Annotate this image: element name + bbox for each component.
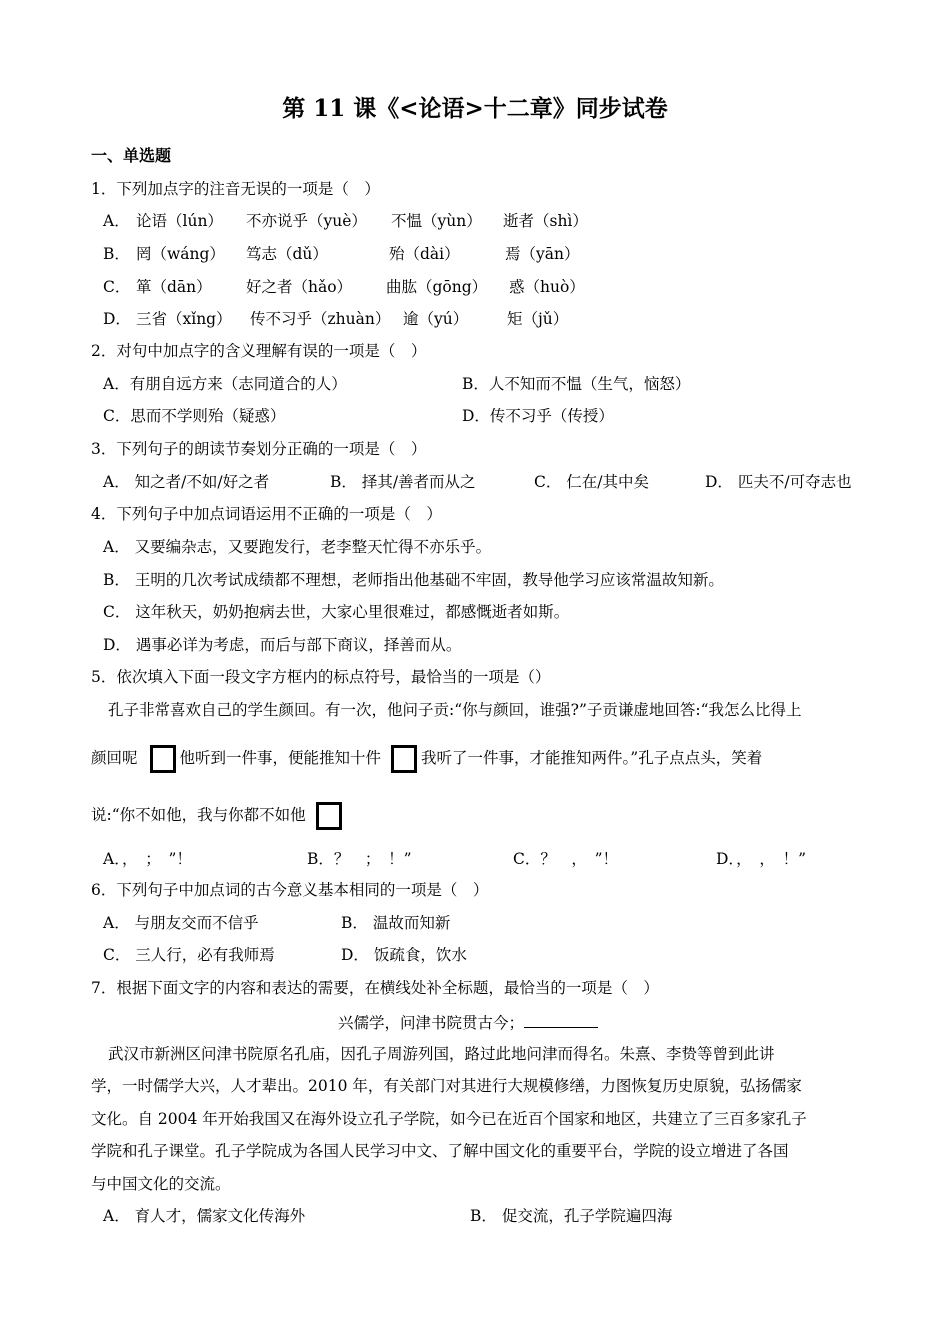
q7-passage-line: 学，一时儒学大兴，人才辈出。2010 年，有关部门对其进行大规模修缮，力图恢复历史原貌，弘扬儒家 xyxy=(91,1077,802,1095)
q1-option-c-item: 好之者（hǎo） xyxy=(246,278,353,296)
question-1-stem: 1．下列加点字的注音无误的一项是（ ） xyxy=(91,180,380,198)
q1-option-a-item: 论语（lún） xyxy=(136,212,223,230)
q4-option-a[interactable]: A． 又要编杂志，又要跑发行，老李整天忙得不亦乐乎。 xyxy=(103,538,492,556)
q1-option-c-item: 惑（huò） xyxy=(509,278,585,296)
q6-option-d[interactable]: D． 饭疏食，饮水 xyxy=(341,946,467,964)
page-title: 第 11 课《<论语>十二章》同步试卷 xyxy=(282,95,668,122)
q5-option-d[interactable]: D．， ， ！” xyxy=(716,850,807,868)
q5-passage-text: 说:“你不如他，我与你都不如他 xyxy=(91,806,306,824)
q4-option-d[interactable]: D． 遇事必详为考虑，而后与部下商议，择善而从。 xyxy=(103,636,462,654)
q1-option-c-label[interactable]: C． xyxy=(103,278,131,296)
q2-option-c[interactable]: C．思而不学则殆（疑惑） xyxy=(103,407,286,425)
question-6-stem: 6．下列句子中加点词的古今意义基本相同的一项是（ ） xyxy=(91,881,489,899)
q5-passage-line xyxy=(91,745,762,773)
punctuation-box xyxy=(391,745,417,773)
question-3-stem: 3．下列句子的朗读节奏划分正确的一项是（ ） xyxy=(91,440,427,458)
question-4-stem: 4．下列句子中加点词语运用不正确的一项是（ ） xyxy=(91,505,442,523)
q7-headline-text: 兴儒学，问津书院贯古今； xyxy=(338,1014,525,1032)
q5-passage-text: 颜回呢 xyxy=(91,749,138,767)
section-heading: 一、单选题 xyxy=(91,146,172,165)
q3-option-b[interactable]: B． 择其/善者而从之 xyxy=(330,473,476,491)
q3-option-a[interactable]: A． 知之者/不如/好之者 xyxy=(103,473,270,491)
q5-passage-line: 孔子非常喜欢自己的学生颜回。有一次，他问子贡:“你与颜回，谁强?”子贡谦虚地回答:“我怎么比得上 xyxy=(108,701,802,719)
q1-option-a-item: 逝者（shì） xyxy=(503,212,588,230)
q4-option-c[interactable]: C． 这年秋天，奶奶抱病去世，大家心里很难过，都感慨逝者如斯。 xyxy=(103,603,570,621)
q1-option-d-item: 三省（xǐng） xyxy=(136,310,232,328)
q7-option-b[interactable]: B． 促交流，孔子学院遍四海 xyxy=(470,1207,673,1225)
q1-option-a-label[interactable]: A． xyxy=(103,212,130,230)
q1-option-b-item: 罔（wáng） xyxy=(136,245,225,263)
q1-option-b-label[interactable]: B． xyxy=(103,245,130,263)
q5-option-b[interactable]: B．？ ； ！” xyxy=(307,850,412,868)
q3-option-d[interactable]: D． 匹夫不/可夺志也 xyxy=(705,473,852,491)
q7-passage-line: 文化。自 2004 年开始我国又在海外设立孔子学院，如今已在近百个国家和地区，共建立了三百多家孔子 xyxy=(91,1110,807,1128)
q1-option-a-item: 不亦说乎（yuè） xyxy=(246,212,367,230)
q1-option-b-item: 焉（yān） xyxy=(505,245,580,263)
q6-option-b[interactable]: B． 温故而知新 xyxy=(341,914,451,932)
q1-option-d-label[interactable]: D． xyxy=(103,310,131,328)
q1-option-c-item: 箪（dān） xyxy=(136,278,212,296)
q5-passage-line xyxy=(91,802,346,830)
q3-option-c[interactable]: C． 仁在/其中矣 xyxy=(534,473,650,491)
q7-passage-line: 学院和孔子课堂。孔子学院成为各国人民学习中文、了解中国文化的重要平台，学院的设立增进了各国 xyxy=(91,1142,789,1160)
q1-option-b-item: 笃志（dǔ） xyxy=(246,245,328,263)
q2-option-d[interactable]: D．传不习乎（传授） xyxy=(462,407,614,425)
punctuation-box xyxy=(316,802,342,830)
punctuation-box xyxy=(150,745,176,773)
q1-option-d-item: 传不习乎（zhuàn） xyxy=(250,310,391,328)
q7-passage-line: 武汉市新洲区问津书院原名孔庙，因孔子周游列国，路过此地问津而得名。朱熹、李贽等曾到此讲 xyxy=(108,1045,775,1063)
q5-option-a[interactable]: A．， ； ”！ xyxy=(103,850,192,868)
q6-option-a[interactable]: A． 与朋友交而不信乎 xyxy=(103,914,259,932)
fill-blank[interactable] xyxy=(524,1011,598,1028)
question-5-stem: 5．依次填入下面一段文字方框内的标点符号，最恰当的一项是（） xyxy=(91,668,551,686)
q1-option-d-item: 矩（jǔ） xyxy=(507,310,569,328)
q2-option-a[interactable]: A．有朋自远方来（志同道合的人） xyxy=(103,375,347,393)
q5-option-c[interactable]: C．？ ， ”！ xyxy=(513,850,619,868)
q4-option-b[interactable]: B． 王明的几次考试成绩都不理想，老师指出他基础不牢固，教导他学习应该常温故知新。 xyxy=(103,571,724,589)
q7-passage-line: 与中国文化的交流。 xyxy=(91,1175,231,1193)
q7-headline xyxy=(338,1011,598,1033)
q1-option-d-item: 逾（yú） xyxy=(403,310,469,328)
question-7-stem: 7．根据下面文字的内容和表达的需要，在横线处补全标题，最恰当的一项是（ ） xyxy=(91,979,659,997)
q5-passage-text: 他听到一件事，便能推知十件 xyxy=(179,749,382,767)
q7-option-a[interactable]: A． 育人才，儒家文化传海外 xyxy=(103,1207,306,1225)
q1-option-a-item: 不愠（yùn） xyxy=(391,212,482,230)
q1-option-b-item: 殆（dài） xyxy=(389,245,460,263)
q2-option-b[interactable]: B．人不知而不愠（生气，恼怒） xyxy=(462,375,691,393)
q1-option-c-item: 曲肱（gōng） xyxy=(386,278,488,296)
question-2-stem: 2．对句中加点字的含义理解有误的一项是（ ） xyxy=(91,342,427,360)
q6-option-c[interactable]: C． 三人行，必有我师焉 xyxy=(103,946,275,964)
q5-passage-text: 我听了一件事，才能推知两件。”孔子点点头，笑着 xyxy=(421,749,763,767)
